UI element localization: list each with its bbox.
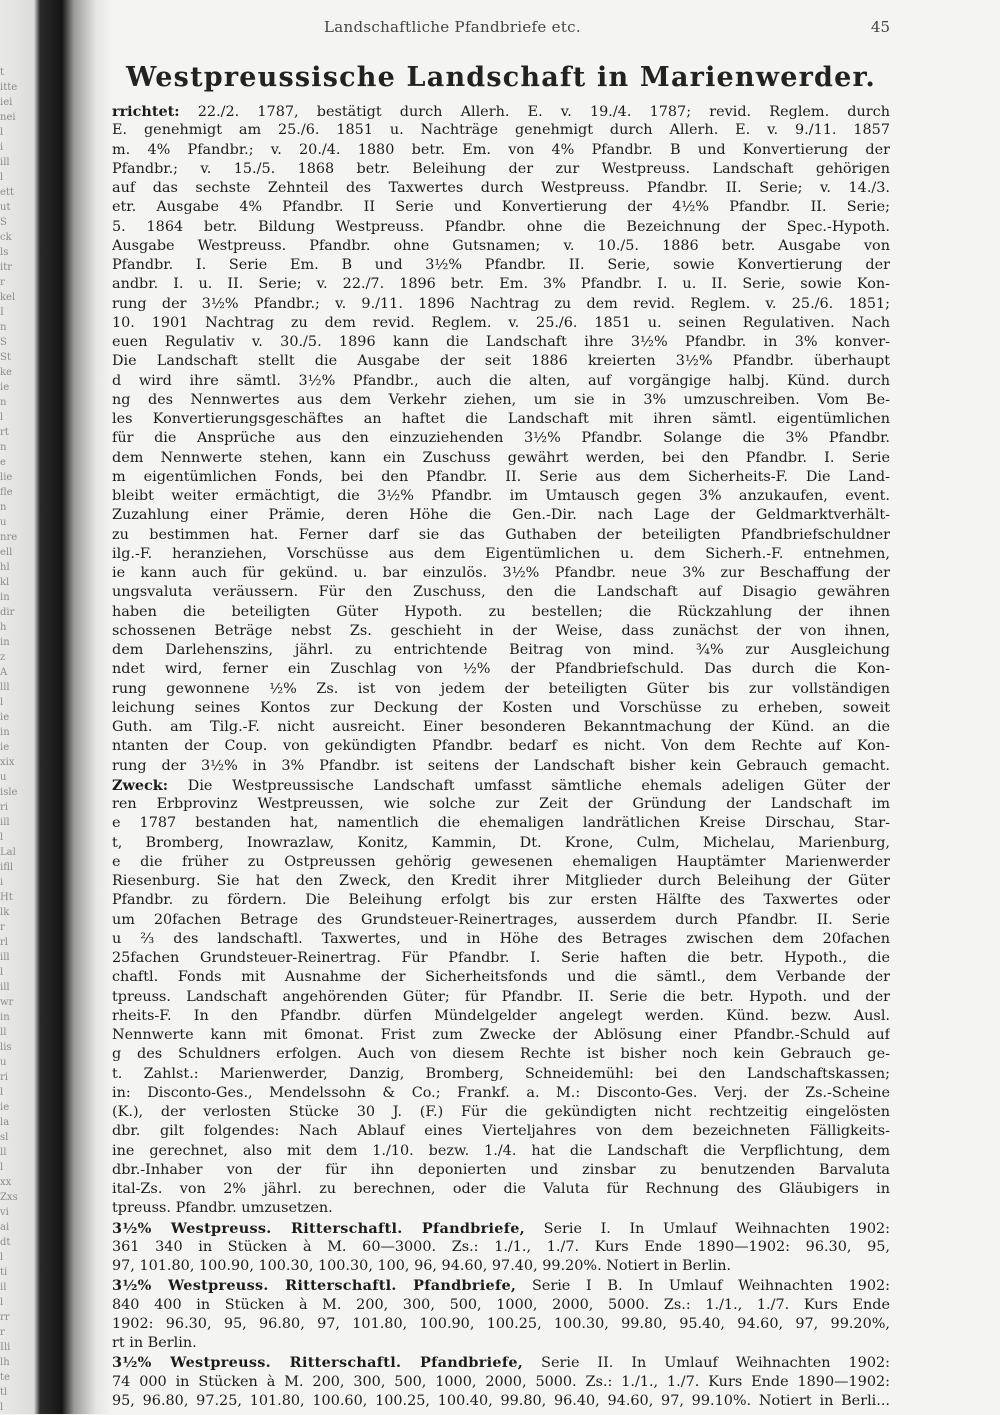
- line-text: Die Westpreussische Landschaft umfasst sämtliche ehemals adeligen Güter der: [168, 777, 890, 794]
- line-text: Zuzahlung einer Prämie, deren Höhe die Gen.-Dir. nach Lage der Geldmarktverhält-: [112, 507, 890, 524]
- gutter-fragment: n: [0, 322, 7, 333]
- line-text: m. 4% Pfandbr.; v. 20./4. 1880 betr. Em. von 4% Pfandbr. B und Konvertierung der: [112, 141, 890, 158]
- line-text: rung der 3½% in 3% Pfandbr. ist seitens der Landschaft bisher kein Gebrauch gemacht.: [112, 757, 890, 774]
- gutter-fragment: S: [0, 337, 7, 348]
- line-text: Serie II. In Umlauf Weihnachten 1902:: [523, 1355, 890, 1372]
- line-lead: 3½% Westpreuss. Ritterschaftl. Pfandbriefe,: [112, 1277, 517, 1295]
- text-line: [112, 583, 890, 602]
- text-line: [112, 352, 890, 371]
- gutter-fragment: r: [0, 277, 5, 288]
- text-line: [112, 795, 890, 814]
- line-text: Riesenburg. Sie hat den Zweck, den Kredit ihrer Mitglieder durch Beleihung der Güter: [112, 873, 890, 889]
- text-line: [112, 1219, 890, 1238]
- gutter-fragment: l: [0, 832, 4, 843]
- line-text: rung der 3½% Pfandbr.; v. 9./11. 1896 Nachtrag zu dem revid. Reglem. v. 25./6. 1851;: [112, 295, 890, 312]
- gutter-fragment: I: [0, 307, 4, 318]
- gutter-fragment: rt: [0, 427, 9, 438]
- line-text: 97, 101.80, 100.90, 100.30, 100.30, 100, 96, 94.60, 97.40, 99.20%. Notiert in Berlin.: [112, 1258, 732, 1274]
- line-text: rung gewonnene ½% Zs. ist von jedem der beteiligten Güter bis zur vollständigen: [112, 680, 890, 697]
- line-text: 361 340 in Stücken à M. 60—3000. Zs.: 1./1., 1./7. Kurs Ende 1890—1902: 96.30, 95,: [112, 1238, 890, 1255]
- gutter-fragment: e: [0, 457, 6, 468]
- text-line: [112, 737, 890, 756]
- gutter-fragment: tl: [0, 1387, 8, 1398]
- line-text: t, Bromberg, Inowrazlaw, Konitz, Kammin, Dt. Krone, Culm, Michelau, Marienburg,: [112, 834, 890, 851]
- line-text: u ⅔ des landschaftl. Taxwertes, und in Höhe des Betrages zwischen dem 20fachen: [112, 930, 890, 947]
- text-line: [112, 1373, 890, 1392]
- gutter-fragment: sl: [0, 1132, 9, 1143]
- line-text: ndet wird, ferner ein Zuschlag von ½% der Pfandbriefschuld. Das durch die Kon-: [112, 661, 890, 678]
- line-text: ungsvaluta veräussern. Für den Zuschuss, den die Landschaft auf Disagio gewähren: [112, 584, 890, 601]
- line-lead: 3½% Westpreuss. Ritterschaftl. Pfandbriefe,: [112, 1219, 525, 1237]
- gutter-fragment: ill: [0, 817, 10, 828]
- gutter-fragment: i: [0, 142, 4, 153]
- text-line: [112, 1084, 890, 1103]
- gutter-fragment: ri: [0, 1072, 8, 1083]
- line-text: dem Nennwerte stehen, kann ein Zuschuss gewährt werden, bei den Pfandbr. I. Serie: [112, 449, 890, 466]
- line-text: 1902: 96.30, 95, 96.80, 97, 101.80, 100.90, 100.25, 100.30, 99.80, 95.40, 94.60, 97, 99.20%,: [112, 1315, 890, 1332]
- gutter-fragment: u: [0, 772, 7, 783]
- line-text: in: Disconto-Ges., Mendelssohn & Co.; Frankf. a. M.: Disconto-Ges. Verj. der Zs.-Scheine: [112, 1084, 890, 1101]
- line-text: haben die beteiligten Güter Hypoth. zu bestellen; die Rückzahlung der ihnen: [112, 603, 890, 620]
- gutter-fragment: la: [0, 1117, 10, 1128]
- text-line: [112, 949, 890, 968]
- gutter-fragment: ls: [0, 247, 9, 258]
- text-line: [112, 179, 890, 198]
- gutter-fragment: xix: [0, 757, 15, 768]
- gutter-fragment: ifll: [0, 862, 14, 873]
- line-text: (K.), der verlosten Stücke 30 J. (F.) Für die gekündigten nicht rechtzeitig eingelösten: [112, 1104, 890, 1120]
- gutter-fragment: ll: [0, 1147, 7, 1158]
- gutter-fragment: nre: [0, 532, 18, 543]
- line-text: Pfandbr.; v. 15./5. 1868 betr. Beleihung der zur Westpreuss. Landschaft gehörigen: [112, 160, 890, 177]
- gutter-fragment: dir: [0, 607, 15, 618]
- gutter-fragment: xx: [0, 1177, 12, 1188]
- gutter-fragment: ck: [0, 232, 12, 243]
- text-line: [112, 872, 890, 891]
- line-lead: Zweck:: [112, 776, 169, 794]
- line-text: les Konvertierungsgeschäftes an haftet die Landschaft mit ihren sämtl. eigentümlichen: [112, 411, 890, 427]
- text-line: [112, 487, 890, 506]
- binding-gutter: [0, 0, 112, 1414]
- line-text: Pfandbr. zu fördern. Die Beleihung erfolgt bis zur ersten Hälfte des Taxwertes oder: [112, 892, 890, 909]
- text-line: [112, 1199, 890, 1218]
- text-line: [112, 429, 890, 448]
- gutter-fragment: ll: [0, 1027, 7, 1038]
- line-text: e die früher zu Ostpreussen gehörig gewesenen ehemaligen Hauptämter Marienwerder: [112, 853, 890, 870]
- line-text: Nennwerte kann mit 6monat. Frist zum Zwecke der Ablösung einer Pfandbr.-Schuld auf: [112, 1027, 890, 1043]
- line-text: Serie I. In Umlauf Weihnachten 1902:: [525, 1220, 890, 1237]
- gutter-fragment: ell: [0, 547, 13, 558]
- text-line: [112, 295, 890, 314]
- text-line: [112, 622, 890, 641]
- line-text: ital-Zs. von 2% jährl. zu berechnen, oder die Valuta für Rechnung des Gläubigers in: [112, 1181, 890, 1197]
- line-text: um 20fachen Betrage des Grundsteuer-Reinertrages, ausserdem durch Pfandbr. II. Serie: [112, 911, 890, 928]
- gutter-fragment: St: [0, 352, 11, 363]
- line-text: ilg.-F. heranziehen, Vorschüsse aus dem Eigentümlichen u. dem Sicherh.-F. entnehmen,: [112, 545, 890, 562]
- text-line: [112, 1238, 890, 1257]
- text-line: [112, 275, 890, 294]
- text-line: [112, 333, 890, 352]
- line-text: Guth. am Tilg.-F. nicht ausreicht. Einer besonderen Bekanntmachung der Künd. an die: [112, 719, 890, 735]
- gutter-fragment: vi: [0, 1207, 9, 1218]
- line-text: Ausgabe Westpreuss. Pfandbr. ohne Gutsnamen; v. 10./5. 1886 betr. Ausgabe von: [112, 237, 890, 254]
- text-line: [112, 1161, 890, 1180]
- line-text: rheits-F. In den Pfandbr. dürfen Mündelgelder angelegt werden. Künd. bezw. Ausl.: [112, 1007, 890, 1024]
- gutter-fragment: Lal: [0, 847, 16, 858]
- text-line: [112, 1296, 890, 1315]
- gutter-fragment: ill: [0, 157, 10, 168]
- gutter-fragment: ie: [0, 382, 10, 393]
- running-title: Landschaftliche Pfandbriefe etc.: [324, 18, 581, 36]
- gutter-fragment: ill: [0, 982, 10, 993]
- gutter-fragment: h: [0, 622, 7, 633]
- line-lead: 3½% Westpreuss. Ritterschaftl. Pfandbriefe,: [112, 1354, 524, 1372]
- gutter-fragment: r: [0, 922, 5, 933]
- line-text: Die Landschaft stellt die Ausgabe der seit 1886 kreierten 3½% Pfandbr. überhaupt: [112, 353, 890, 370]
- gutter-fragment: hl: [0, 562, 10, 573]
- text-line: [112, 1142, 890, 1161]
- line-text: 22./2. 1787, bestätigt durch Allerh. E. v. 19./4. 1787; revid. Reglem. durch: [179, 104, 890, 120]
- text-line: [112, 1045, 890, 1064]
- gutter-fragment: iei: [0, 97, 13, 108]
- gutter-fragment: l: [0, 1162, 4, 1173]
- gutter-fragment: itte: [0, 82, 18, 93]
- text-line: [112, 757, 890, 776]
- line-text: etr. Ausgabe 4% Pfandbr. II Serie und Konvertierung der 4½% Pfandbr. II. Serie;: [112, 199, 890, 216]
- gutter-fragment: Zxs: [0, 1192, 18, 1203]
- line-text: t. Zahlst.: Marienwerder, Danzig, Bromberg, Schneidemühl: bei den Landschaftskassen;: [112, 1065, 890, 1082]
- gutter-fragment: wr: [0, 997, 14, 1008]
- text-line: [112, 1103, 890, 1122]
- text-line: [112, 198, 890, 217]
- gutter-fragment: l: [0, 967, 4, 978]
- gutter-fragment: rr: [0, 1312, 10, 1323]
- gutter-fragment: ai: [0, 1222, 10, 1233]
- gutter-fragment: l: [0, 172, 4, 183]
- gutter-fragment: ut: [0, 202, 11, 213]
- gutter-fragment: Ht: [0, 892, 13, 903]
- text-line: [112, 660, 890, 679]
- text-line: [112, 468, 890, 487]
- gutter-fragment: in: [0, 727, 10, 738]
- gutter-fragment: ke: [0, 367, 12, 378]
- text-line: [112, 1180, 890, 1199]
- gutter-fragment: lis: [0, 1042, 12, 1053]
- line-text: schossenen Beträge nebst Zs. geschieht in der Weise, dass zunächst der von ihnen,: [112, 622, 890, 639]
- line-text: leichung seines Kontos zur Deckung der Kosten und Vorschüsse zu erheben, soweit: [112, 699, 890, 716]
- gutter-fragment: te: [0, 1372, 10, 1383]
- section-heading: Westpreussische Landschaft in Marienwerder.: [125, 62, 877, 93]
- gutter-fragment: itr: [0, 262, 12, 273]
- gutter-fragment: Ili: [0, 1342, 11, 1353]
- line-text: zu bestimmen hat. Ferner darf sie das Guthaben der beteiligten Pfandbriefschuldner: [112, 526, 890, 543]
- page-number: 45: [870, 18, 890, 36]
- gutter-fragment: lll: [0, 682, 10, 693]
- text-line: [112, 968, 890, 987]
- text-line: [112, 911, 890, 930]
- text-line: [112, 718, 890, 737]
- line-text: d wird ihre sämtl. 3½% Pfandbr., auch die alten, auf vorgängige halbj. Künd. durch: [112, 372, 890, 389]
- gutter-fragment: r: [0, 1327, 5, 1338]
- line-text: auf das sechste Zehnteil des Taxwertes durch Westpreuss. Pfandbr. II. Serie; v. 14./3.: [112, 180, 890, 196]
- gutter-fragment: nei: [0, 112, 16, 123]
- gutter-fragment: in: [0, 637, 10, 648]
- gutter-fragment: n: [0, 502, 7, 513]
- text-line: [112, 526, 890, 545]
- text-line: [112, 256, 890, 275]
- line-text: ie kann auch für gekünd. u. bar einzulös. 3½% Pfandbr. neue 3% zur Beschaffung der: [112, 565, 890, 581]
- line-text: g des Schuldners erfolgen. Auch von diesem Rechte ist bisher noch kein Gebrauch ge-: [112, 1046, 890, 1063]
- gutter-fragment: l: [0, 127, 4, 138]
- text-line: [112, 988, 890, 1007]
- line-text: 840 400 in Stücken à M. 200, 300, 500, 1000, 2000, 5000. Zs.: 1./1., 1./7. Kurs Ende: [112, 1296, 890, 1313]
- text-line: [112, 1392, 890, 1411]
- gutter-fragment: i: [0, 877, 4, 888]
- text-line: [112, 930, 890, 949]
- gutter-fragment: ri: [0, 802, 8, 813]
- line-text: m eigentümlichen Fonds, bei den Pfandbr. II. Serie aus dem Sicherheits-F. Die Land-: [112, 468, 890, 485]
- line-text: E. genehmigt am 25./6. 1851 u. Nachträge genehmigt durch Allerh. E. v. 9./11. 1857: [112, 122, 890, 139]
- text-line: [112, 410, 890, 429]
- text-line: [112, 449, 890, 468]
- gutter-fragment: isle: [0, 787, 18, 798]
- text-line: [112, 1026, 890, 1045]
- line-text: für die Ansprüche aus den einzuziehenden 3½% Pfandbr. Solange die 3% Pfandbr.: [112, 430, 890, 447]
- line-text: dbr.-Inhaber von der für ihn deponierten und zinsbar zu benutzenden Barvaluta: [112, 1161, 890, 1178]
- text-line: [112, 506, 890, 525]
- line-text: tpreuss. Landschaft angehörenden Güter; für Pfandbr. II. Serie die betr. Hypoth. und der: [112, 988, 890, 1005]
- line-text: dbr. gilt folgendes: Nach Ablauf eines Vierteljahres von dem bezeichneten Fälligkeits-: [112, 1123, 890, 1140]
- line-text: e 1787 bestanden hat, namentlich die ehemaligen landrätlichen Kreise Dirschau, Star-: [112, 815, 890, 832]
- gutter-fragment: A: [0, 667, 8, 678]
- line-text: euen Regulativ v. 30./5. 1896 kann die Landschaft ihre 3½% Pfandbr. in 3% konver-: [112, 334, 890, 350]
- text-line: [112, 121, 890, 140]
- gutter-fragment: lie: [0, 472, 13, 483]
- line-text: 95, 96.80, 97.25, 101.80, 100.60, 100.25, 100.40, 99.80, 96.40, 94.60, 97, 99.10%. Notiert in Berli...: [112, 1392, 890, 1409]
- gutter-fragment: in: [0, 1012, 10, 1023]
- gutter-fragment: ill: [0, 952, 10, 963]
- gutter-fragment: fle: [0, 487, 13, 498]
- gutter-fragment: kl: [0, 577, 10, 588]
- line-text: 10. 1901 Nachtrag zu dem revid. Reglem. v. 25./6. 1851 u. seinen Regulativen. Nach: [112, 314, 890, 331]
- line-text: 25fachen Grundsteuer-Reinertrag. Für Pfandbr. I. Serie haften die betr. Hypoth., die: [112, 950, 890, 966]
- gutter-fragment: l: [0, 412, 4, 423]
- line-text: ntanten der Coup. von gekündigten Pfandbr. bedarf es nicht. Von dem Rechte auf Kon-: [112, 738, 890, 755]
- gutter-fragment: kel: [0, 292, 16, 303]
- line-lead: rrichtet:: [112, 103, 180, 120]
- gutter-fragment: t: [0, 67, 5, 78]
- line-text: ren Erbprovinz Westpreussen, wie solche zur Zeit der Gründung der Landschaft im: [112, 796, 890, 812]
- text-line: [112, 1276, 890, 1295]
- gutter-fragment: in: [0, 592, 10, 603]
- text-line: [112, 680, 890, 699]
- text-line: [112, 141, 890, 160]
- text-line: [112, 699, 890, 718]
- gutter-fragment: l: [0, 697, 4, 708]
- gutter-fragment: l: [0, 1087, 4, 1098]
- text-line: [112, 1353, 890, 1372]
- text-line: [112, 641, 890, 660]
- text-line: [112, 218, 890, 237]
- text-line: [112, 891, 890, 910]
- line-text: 5. 1864 betr. Bildung Westpreuss. Pfandbr. ohne die Bezeichnung der Spec.-Hypoth.: [112, 218, 890, 235]
- gutter-fragment: il: [0, 1282, 7, 1293]
- gutter-fragment: l: [0, 1402, 4, 1413]
- text-line: [112, 391, 890, 410]
- text-line: [112, 1315, 890, 1334]
- line-text: ine gerechnet, also mit dem 1./10. bezw. 1./4. hat die Landschaft die Verpflichtung, dem: [112, 1142, 890, 1159]
- text-line: [112, 853, 890, 872]
- gutter-fragment: lk: [0, 907, 10, 918]
- line-text: Serie I B. In Umlauf Weihnachten 1902:: [516, 1278, 890, 1295]
- gutter-fragment: lh: [0, 1357, 10, 1368]
- gutter-fragment: S: [0, 217, 7, 228]
- text-line: [112, 603, 890, 622]
- text-line: [112, 102, 890, 121]
- text-line: [112, 834, 890, 853]
- gutter-fragment: ie: [0, 742, 10, 753]
- text-line: [112, 814, 890, 833]
- line-text: chaftl. Fonds mit Ausnahme der Sicherheitsfonds und die sämtl., dem Verbande der: [112, 969, 890, 986]
- gutter-fragment: dt: [0, 1237, 11, 1248]
- gutter-fragment: ie: [0, 1102, 10, 1113]
- gutter-fragment: rl: [0, 937, 8, 948]
- text-line: [112, 1334, 890, 1353]
- line-text: dem Darlehenszins, jährl. zu entrichtende Beitrag von mind. ¾% zur Ausgleichung: [112, 642, 890, 658]
- text-line: [112, 564, 890, 583]
- line-text: andbr. I. u. II. Serie; v. 22./7. 1896 betr. Em. 3% Pfandbr. I. u. II. Serie, sowie Kon-: [112, 276, 890, 293]
- text-line: [112, 237, 890, 256]
- gutter-fragment: z: [0, 652, 6, 663]
- text-line: [112, 372, 890, 391]
- text-line: [112, 1122, 890, 1141]
- line-text: 74 000 in Stücken à M. 200, 300, 500, 1000, 2000, 5000. Zs.: 1./1., 1./7. Kurs Ende 1890—1902:: [112, 1373, 890, 1390]
- gutter-fragment: ett: [0, 187, 14, 198]
- gutter-fragment: ti: [0, 1267, 8, 1278]
- gutter-fragment: u: [0, 517, 7, 528]
- text-line: [112, 1257, 890, 1276]
- text-line: [112, 314, 890, 333]
- line-text: Pfandbr. I. Serie Em. B und 3½% Pfandbr. II. Serie, sowie Konvertierung der: [112, 257, 890, 273]
- gutter-fragment: u: [0, 1057, 7, 1068]
- line-text: ng des Nennwertes aus dem Verkehr ziehen, um sie in 3% umzuschreiben. Vom Be-: [112, 391, 890, 408]
- text-line: [112, 545, 890, 564]
- gutter-fragment: n: [0, 442, 7, 453]
- gutter-fragment: l: [0, 1297, 4, 1308]
- line-text: rt in Berlin.: [112, 1335, 197, 1351]
- gutter-fragment: n: [0, 397, 7, 408]
- text-line: [112, 776, 890, 795]
- gutter-fragment: l: [0, 1252, 4, 1263]
- text-line: [112, 160, 890, 179]
- line-text: tpreuss. Pfandbr. umzusetzen.: [112, 1200, 333, 1217]
- line-text: bleibt weiter ermächtigt, die 3½% Pfandbr. im Umtausch gegen 3% anzukaufen, event.: [112, 488, 890, 504]
- text-line: [112, 1065, 890, 1084]
- body-text: [112, 102, 890, 1411]
- gutter-fragment: ie: [0, 712, 10, 723]
- text-line: [112, 1007, 890, 1026]
